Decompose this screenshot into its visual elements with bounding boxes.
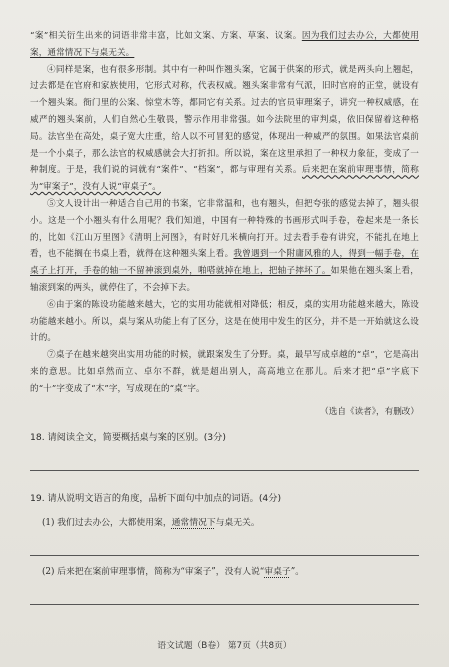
- underlined-sentence: 我曾遇到一个附庸风雅的人，得到一幅手卷，在桌子上打开，手卷的轴一不留神滚到桌外，啪嗒就掉在地上，把轴子摔坏了。: [30, 249, 419, 277]
- paragraph-7: ⑦桌子在越来越突出实用功能的时候，就跟案发生了分野。桌，最早写成卓越的“卓”，它是高出来的意思。比如卓然而立、卓尔不群，就是超出别人，高高地立在那儿。后来才把“卓”字底下的“十”字变成了“木”字，写成现在的“桌”字。: [30, 350, 419, 394]
- answer-line-18[interactable]: [30, 446, 419, 471]
- question-18: 18. 请阅读全文，简要概括桌与案的区别。(3分): [30, 432, 226, 444]
- paragraph-text: ⑤文人设计出一种适合自己用的书案，它非常温和，也有翘头，但把夸张的感觉去掉了，翘头很小。这是一个小翘头有什么用呢？我们知道，中国有一种特殊的书画形式叫手卷，卷起来是一条长的，比如《江山万里图》《清明上河图》，有时好几米横向打开。过去看手卷有讲究，不能扎在地上看，也不能搁在书桌上看，就得在这种翘头案上看。: [30, 198, 419, 260]
- paragraph-3: [30, 28, 419, 62]
- answer-line-19-2[interactable]: [30, 580, 419, 605]
- subquestion-text: (2) 后来把在案前审理事情，简称为“审案子”，没有人说“: [42, 567, 265, 578]
- paragraph-text: 审判桌，依旧保留着这种格局。法官坐在高处，桌子宽大庄重，给人以不可冒犯的感觉，体现出一种威严的氛围。如果法官桌前是一个小桌子，那么法官的权威感就会大打折扣。所以说，案在这里承担了一种权力象征，变成了一种制度。于是，我们说的词就有“案件”、“档案”，都与审理有关系。: [30, 114, 419, 176]
- dotted-words: 审桌子: [264, 567, 291, 578]
- page-footer: 语文试题（B卷） 第7页（共8页）: [157, 641, 292, 651]
- paragraph-text: 如果他在翘头案上看，轴滚到案的两头，就停住了，不会掉下去。: [30, 266, 419, 293]
- wavy-underlined-sentence: 后来把在案前审理事情，简称为“审案子”，没有人说“审桌子”。: [30, 165, 419, 193]
- question-19: 19. 请从说明文语言的角度，品析下面句中加点的词语。(4分): [30, 493, 282, 505]
- paragraph-text: ④同样是案，也有很多形制。其中有一种叫作翘头案，它属于供案的形式，就是两头向上翘起，过去都是在官府和家族使用，它形式对称，代表权威。翘头案非常有气派，旧时官府的正堂，就设有一个翘头案。衙门里的公案、惊堂木等，都同它有关系。过去的官员审理案子，讲究一种权威感，在威严的翘头案前，人们自然心生敬畏，警示作用非常强。如今法院里的: [30, 64, 419, 125]
- subquestion-text: 与桌无关。: [215, 518, 260, 529]
- subquestion-text: ”。: [290, 567, 304, 578]
- question-19-part-2: [42, 564, 419, 580]
- source-note: （选自《读者》，有删改）: [320, 406, 419, 417]
- paragraph-text: “案”相关衍生出来的词语非常丰富，比如文案、方案、草案、议案。: [30, 31, 302, 41]
- dotted-words: 通常情况下: [171, 518, 216, 529]
- answer-line-19-1[interactable]: [30, 531, 419, 556]
- underlined-sentence: 因为我们过去办公，大都使用案，通常情况下与桌无关。: [30, 31, 419, 58]
- paragraph-6: ⑥由于案的陈设功能越来越大，它的实用功能就相对降低；相反，桌的实用功能越来越大，陈设功能越来越小。所以，桌与案从功能上有了区分，这是在使用中发生的区分，并不是一开始就这么设计的。: [30, 299, 419, 344]
- paragraph-5: [30, 196, 419, 297]
- question-19-part-1: [42, 515, 419, 531]
- paragraph-4: [30, 62, 419, 196]
- subquestion-text: (1) 我们过去办公，大都使用案，: [42, 518, 172, 529]
